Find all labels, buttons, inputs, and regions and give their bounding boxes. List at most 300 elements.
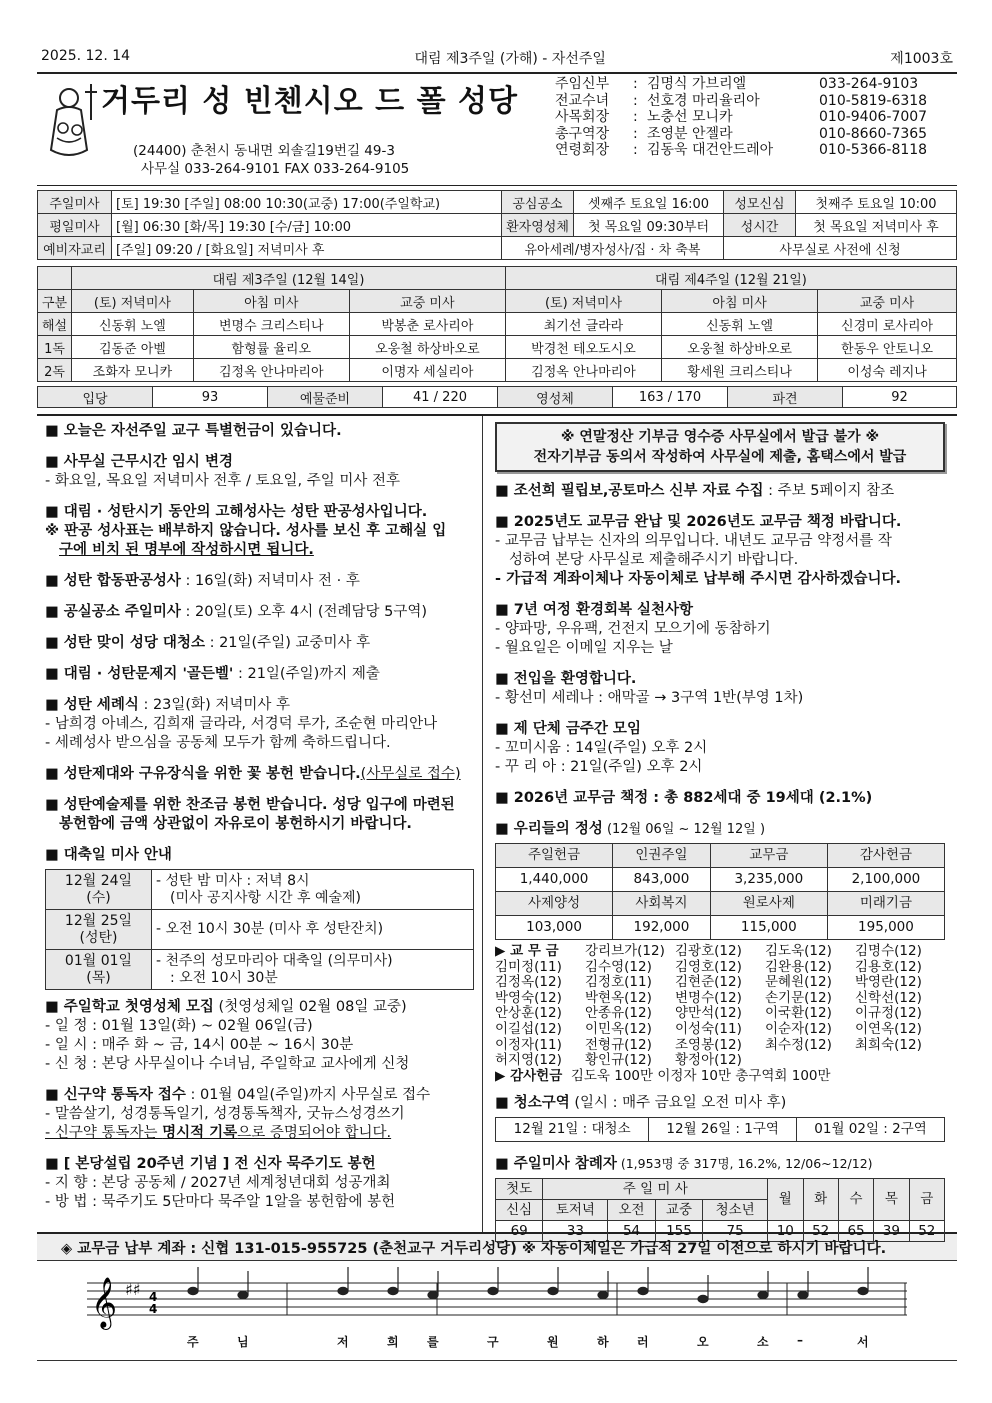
notice-title: 대림 · 성탄시기 동안의 고해성사는 성탄 판공성사입니다. xyxy=(63,504,428,520)
donor-item: 김완용(12) xyxy=(765,958,832,975)
note-head xyxy=(188,1287,198,1294)
notice-line: 구에 비치 된 명부에 작성하시면 됩니다. xyxy=(59,542,314,558)
role-label: 1독 xyxy=(38,336,72,359)
staff-phone: 010-5366-8118 xyxy=(819,142,928,158)
staff-phone: 010-9406-7007 xyxy=(819,109,928,125)
cleaning-cell: 01월 02일 : 2구역 xyxy=(797,1118,945,1142)
staff-name: 김명식 가브리엘 xyxy=(647,76,747,92)
role-cell: 김정옥 안나마리아 xyxy=(193,359,349,382)
notice-title: 청소구역 xyxy=(513,1095,570,1112)
table-row xyxy=(46,950,474,990)
notice-title: 사무실 근무시간 임시 변경 xyxy=(63,454,233,470)
feast-detail: - 성탄 밤 미사 : 저녁 8시 (미사 공지사항 시간 후 예술제) xyxy=(152,870,474,910)
notice-materials: ■ 조선희 필립보,공토마스 신부 자료 수집 : 주보 5페이지 참조 xyxy=(495,483,895,499)
mass-header: 교중 미사 xyxy=(349,290,505,313)
stat-label: 파견 xyxy=(728,387,843,408)
notice-title: 주일미사 참례자 xyxy=(513,1156,617,1173)
notice-line: - 신구약 통독자는 명시적 기록으로 증명되어야 합니다. xyxy=(45,1125,392,1141)
lyric-syllable: 구 xyxy=(487,1335,499,1349)
stat-value: 92 xyxy=(843,387,957,408)
church-address-block xyxy=(133,142,409,178)
bank-account-banner: ◈ 교무금 납부 계좌 : 신협 131-015-955725 (춘천교구 거두리성당) ※ 자동이체일은 가급적 27일 이전으로 하시기 바랍니다. xyxy=(37,1232,957,1261)
notice-detail: (일시 : 매주 금요일 오전 미사 후) xyxy=(569,1095,787,1112)
notice-title: 제 단체 금주간 모임 xyxy=(513,721,641,737)
notice-art-festival: ■ 성탄예술제를 위한 찬조금 봉헌 받습니다. 성당 입구에 마련된 봉헌함에 금액 상관없이 자유로이 봉헌하시기 바랍니다. xyxy=(45,796,474,834)
table-row xyxy=(46,870,474,910)
feast-detail: - 오전 10시 30분 (미사 후 성탄잔치) xyxy=(152,910,474,950)
att-value: 39 xyxy=(874,1221,909,1242)
att-value: 33 xyxy=(543,1221,608,1242)
notice-line: - 말씀살기, 성경통독일기, 성경통독책자, 굿뉴스성경쓰기 xyxy=(45,1106,405,1122)
att-value: 52 xyxy=(909,1221,944,1242)
feast-date: 12월 24일 (수) xyxy=(46,870,152,910)
role-cell: 조화자 모니카 xyxy=(72,359,194,382)
notice-detail: (사무실로 접수) xyxy=(360,766,461,782)
note-head xyxy=(238,1291,248,1298)
donor-item: 이규정(12) xyxy=(855,1005,922,1022)
offering-value: 195,000 xyxy=(827,916,944,940)
church-address: (24400) 춘천시 동내면 외솔길19번길 49-3 xyxy=(133,143,395,159)
notice-title: 조선희 필립보,공토마스 신부 자료 수집 xyxy=(513,483,764,499)
donor-item: 김수영(12) xyxy=(585,958,652,975)
role-label: 2독 xyxy=(38,359,72,382)
offering-value: 192,000 xyxy=(613,916,711,940)
donor-item: 이연옥(12) xyxy=(855,1020,922,1037)
svg-text:♯♯: ♯♯ xyxy=(125,1280,141,1299)
tax-receipt-notice xyxy=(495,422,945,472)
catechism-times: [주일] 09:20 / [화요일] 저녁미사 후 xyxy=(112,237,502,260)
notice-detail: (12월 06일 ~ 12월 12일 ) xyxy=(602,822,766,837)
cleaning-section: ■ 청소구역 (일시 : 매주 금요일 오전 미사 후) 12월 21일 : 대청소 12월 26일 : 1구역 01월 02일 : 2구역 xyxy=(495,1094,945,1142)
schedule-label: 성모신심 xyxy=(724,191,796,214)
att-header: 신심 xyxy=(496,1200,543,1221)
lyric-syllable: 주 xyxy=(187,1335,199,1349)
notice-detail: : 01월 04일(주일)까지 사무실로 접수 xyxy=(185,1087,431,1103)
notice-detail: : 21일(주일)까지 제출 xyxy=(233,666,380,682)
donor-item: 조영봉(12) xyxy=(675,1036,742,1053)
staff-row: 총구역장 : 조영분 안젤라 010-8660-7365 xyxy=(555,125,928,142)
lyric-syllable: 소 xyxy=(757,1335,769,1349)
notice-title: 주일학교 첫영성체 모집 xyxy=(63,999,214,1015)
role-cell: 황세원 크리스티나 xyxy=(662,359,818,382)
cleaning-cell: 12월 21일 : 대청소 xyxy=(496,1118,649,1142)
thanks-list: 김도욱 100만 이정자 10만 총구역회 100만 xyxy=(570,1067,831,1084)
donor-item: 최수정(12) xyxy=(765,1036,832,1053)
mass-schedule-table xyxy=(37,190,957,260)
staff-name: 김동욱 대건안드레아 xyxy=(647,142,774,158)
donor-item: 이길섭(12) xyxy=(495,1020,562,1037)
notice-title: 7년 여정 환경회복 실천사항 xyxy=(513,602,694,618)
schedule-value: 첫째주 토요일 10:00 xyxy=(796,191,957,214)
feast-detail: - 천주의 성모마리아 대축일 (의무미사) : 오전 10시 30분 xyxy=(152,950,474,990)
notice-line: - 가급적 계좌이체나 자동이체로 납부해 주시면 감사하겠습니다. xyxy=(495,571,901,587)
notice-line: - 신 청 : 본당 사무실이나 수녀님, 주일학교 교사에게 신청 xyxy=(45,1056,410,1072)
note-head xyxy=(758,1291,768,1298)
donor-item: 문혜원(12) xyxy=(765,974,832,991)
notice-welcome: ■ 전입을 환영합니다. - 황선미 세레나 : 애막골 → 3구역 1반(부영 1차) xyxy=(495,670,945,708)
donor-item: 전형규(12) xyxy=(585,1036,652,1053)
att-header: 첫도 xyxy=(496,1179,543,1200)
notice-line: 성하여 본당 사무실로 제출해주시기 바랍니다. xyxy=(509,552,799,568)
donor-item: 이정자(11) xyxy=(495,1036,562,1053)
offering-value: 103,000 xyxy=(496,916,613,940)
notice-dues-stats: ■ 2026년 교무금 책정 : 총 882세대 중 19세대 (2.1%) xyxy=(495,790,873,806)
donor-item: 이순자(12) xyxy=(765,1020,832,1037)
notice-first-communion: ■ 주일학교 첫영성체 모집 (첫영성체일 02월 08일 교중) - 일 정 : 01월 13일(화) ~ 02월 06일(금) - 일 시 : 매주 화 ~ 금, 14시 00분 ~ 16시 30분 - 신 청 : 본당 사무실이나 수녀님, 주일학교 교사에게 신청 xyxy=(45,998,474,1074)
note-head xyxy=(488,1287,498,1294)
svg-text:4: 4 xyxy=(149,1302,158,1316)
mass-header: (토) 저녁미사 xyxy=(505,290,661,313)
schedule-label: 평일미사 xyxy=(38,214,112,237)
notice-columns xyxy=(37,414,957,1239)
schedule-value: 셋째주 토요일 16:00 xyxy=(574,191,724,214)
staff-role: 주임신부 xyxy=(555,76,610,92)
offering-header: 사회복지 xyxy=(613,892,711,916)
church-name: 거두리 성 빈첸시오 드 폴 성당 xyxy=(101,84,518,119)
role-cell: 오웅철 하상바오로 xyxy=(349,336,505,359)
svg-text:𝄞: 𝄞 xyxy=(91,1277,118,1328)
staff-name: 조영분 안젤라 xyxy=(647,125,733,142)
offering-header: 사제양성 xyxy=(496,892,613,916)
role-cell: 변명수 크리스티나 xyxy=(193,313,349,336)
role-cell: 신동휘 노엘 xyxy=(662,313,818,336)
liturgical-title: 대림 제3주일 (가해) - 자선주일 xyxy=(414,51,606,67)
staff-phone: 010-8660-7365 xyxy=(819,125,928,142)
offering-header: 주일헌금 xyxy=(496,844,613,868)
week1-header: 대림 제3주일 (12월 14일) xyxy=(72,267,506,290)
staff-list xyxy=(547,74,957,185)
staff-row: 주임신부 : 김명식 가브리엘 033-264-9103 xyxy=(555,76,919,92)
donor-item: 김정호(11) xyxy=(585,974,652,991)
donor-item: 허지영(12) xyxy=(495,1052,562,1069)
table-row xyxy=(38,313,957,336)
notice-line: - 양파망, 우유팩, 건전지 모으기에 동참하기 xyxy=(495,621,771,637)
stat-label: 입당 xyxy=(38,387,153,408)
role-cell: 함형률 율리오 xyxy=(193,336,349,359)
mass-header: 아침 미사 xyxy=(193,290,349,313)
offering-value: 3,235,000 xyxy=(710,868,827,892)
notice-detail: (1,953명 중 317명, 16.2%, 12/06~12/12) xyxy=(616,1156,873,1172)
att-header: 청소년 xyxy=(703,1200,768,1221)
notice-confession: ■ 대림 · 성탄시기 동안의 고해성사는 성탄 판공성사입니다. ※ 판공 성사표는 배부하지 않습니다. 성사를 보신 후 고해실 입 구에 비치 된 명부에 작성하시면 됩니다. xyxy=(45,503,474,560)
notice-line: - 꼬미시움 : 14일(주일) 오후 2시 xyxy=(495,740,708,756)
notice-detail: : 주보 5페이지 참조 xyxy=(763,483,895,499)
lyric-syllable: 서 xyxy=(857,1335,869,1349)
offerings-table xyxy=(495,843,945,940)
notice-dues: ■ 2025년도 교무금 완납 및 2026년도 교무금 책정 바랍니다. - 교무금 납부는 신자의 의무입니다. 내년도 교무금 약정서를 작 성하여 본당 사무실로 제출해주시기 바랍니다. - 가급적 계좌이체나 자동이체로 납부해 주시면 감사하겠습니다. xyxy=(495,513,945,589)
role-cell: 신경미 로사리아 xyxy=(818,313,957,336)
schedule-label: 유아세례/병자성사/집 · 차 축복 xyxy=(502,237,724,260)
notice-flowers: ■ 성탄제대와 구유장식을 위한 꽃 봉헌 받습니다.(사무실로 접수) xyxy=(45,766,461,782)
note-head xyxy=(798,1291,808,1298)
notice-detail: (첫영성체일 02월 08일 교중) xyxy=(213,999,407,1015)
donor-item: 신학선(12) xyxy=(855,989,922,1006)
staff-name: 노충선 모니카 xyxy=(647,109,733,125)
donor-item: 김영호(12) xyxy=(675,958,742,975)
notice-detail: : 16일(화) 저녁미사 전 · 후 xyxy=(180,573,360,589)
att-header: 월 xyxy=(768,1179,803,1221)
att-header: 화 xyxy=(803,1179,838,1221)
donor-item: 양만석(12) xyxy=(675,1005,742,1022)
left-column xyxy=(37,416,483,1232)
donor-item: 안상훈(12) xyxy=(495,1005,562,1022)
notice-title: 대림 · 성탄문제지 '골든벨' xyxy=(63,666,234,682)
weekday-mass-times: [월] 06:30 [화/목] 19:30 [수/금] 10:00 xyxy=(112,214,502,237)
donor-item: 최희숙(12) xyxy=(855,1036,922,1053)
notice-title: 전입을 환영합니다. xyxy=(513,671,637,687)
lyric-syllable: 오 xyxy=(697,1335,709,1349)
notice-mission-mass: ■ 공실공소 주일미사 : 20일(토) 오후 4시 (전례담당 5구역) xyxy=(45,604,428,620)
notice-title: 성탄예술제를 위한 찬조금 봉헌 받습니다. 성당 입구에 마련된 xyxy=(63,797,455,813)
notice-cleaning: ■ 성탄 맞이 성당 대청소 : 21일(주일) 교중미사 후 xyxy=(45,635,371,651)
notice-title: 오늘은 자선주일 교구 특별헌금이 있습니다. xyxy=(63,423,342,439)
svg-text:4: 4 xyxy=(149,1290,158,1304)
note-head xyxy=(388,1287,398,1294)
lyric-syllable: 러 xyxy=(637,1335,649,1349)
lyric-syllable: 저 xyxy=(337,1335,349,1349)
table-row xyxy=(38,359,957,382)
header xyxy=(37,74,957,186)
table-row xyxy=(38,336,957,359)
att-header: 목 xyxy=(874,1179,909,1221)
notice-line: - 황선미 세레나 : 애막골 → 3구역 1반(부영 1차) xyxy=(495,690,804,706)
feast-date: 12월 25일 (성탄) xyxy=(46,910,152,950)
staff-row: 연령회장 : 김동욱 대건안드레아 010-5366-8118 xyxy=(555,142,928,158)
note-head xyxy=(548,1287,558,1294)
donor-item: 김도욱(12) xyxy=(765,943,832,959)
offering-value: 1,440,000 xyxy=(496,868,613,892)
donor-item: 김용호(12) xyxy=(855,958,922,975)
donor-item: 박영숙(12) xyxy=(495,989,562,1006)
donor-item: 김미정(11) xyxy=(495,958,562,975)
staff-phone: 033-264-9103 xyxy=(819,76,919,92)
roles-corner xyxy=(38,267,72,290)
notice-environment: ■ 7년 여정 환경회복 실천사항 - 양파망, 우유팩, 건전지 모으기에 동참하기 - 월요일은 이메일 지우는 날 xyxy=(495,601,945,658)
notice-line: - 방 법 : 묵주기도 5단마다 묵주알 1알을 봉헌함에 봉헌 xyxy=(45,1194,396,1210)
notice-title: 성탄 합동판공성사 xyxy=(63,573,181,589)
stat-value: 93 xyxy=(153,387,268,408)
issue-number: 제1003호 xyxy=(890,51,953,67)
att-header: 주 일 미 사 xyxy=(543,1179,768,1200)
att-header: 수 xyxy=(838,1179,873,1221)
staff-role: 연령회장 xyxy=(555,142,610,158)
role-cell: 오웅철 하상바오로 xyxy=(662,336,818,359)
notice-detail: : 23일(화) 저녁미사 후 xyxy=(138,697,290,713)
att-header: 교중 xyxy=(655,1200,702,1221)
lyric-syllable: – xyxy=(797,1333,803,1347)
notice-detail: : 20일(토) 오후 4시 (전례담당 5구역) xyxy=(180,604,428,620)
role-cell: 이성숙 레지나 xyxy=(818,359,957,382)
role-cell: 박봉춘 로사리아 xyxy=(349,313,505,336)
notice-title: 성탄제대와 구유장식을 위한 꽃 봉헌 받습니다. xyxy=(63,766,361,782)
feast-date: 01월 01일 (목) xyxy=(46,950,152,990)
donor-item: 변명수(12) xyxy=(675,989,742,1006)
schedule-value: 첫 목요일 저녁미사 후 xyxy=(796,214,957,237)
notice-feast-masses: ■ 대축일 미사 안내 12월 24일 (수) - 성탄 밤 미사 : 저녁 8시 (미사 공지사항 시간 후 예술제) 12월 25일 (성탄) - 오전 10시 30분 (미사 후 성탄잔치) 01월 01일 (목) - 천주의 성모마리아 대축일 (의무미사) : 오전 10시 30분 xyxy=(45,846,474,990)
donor-item: 황인규(12) xyxy=(585,1052,652,1069)
note-head xyxy=(598,1291,608,1298)
roles-header-label: 구분 xyxy=(38,290,72,313)
cleaning-table xyxy=(495,1117,945,1142)
role-cell: 신동휘 노엘 xyxy=(72,313,194,336)
attendance-table xyxy=(495,1178,945,1242)
cleaning-cell: 12월 26일 : 1구역 xyxy=(649,1118,797,1142)
donor-item: 박현옥(12) xyxy=(585,989,652,1006)
notice-line: - 화요일, 목요일 저녁미사 전후 / 토요일, 주일 미사 전후 xyxy=(45,473,400,489)
att-value: 65 xyxy=(838,1221,873,1242)
lyric-syllable: 원 xyxy=(547,1335,559,1349)
notice-line: - 교무금 납부는 신자의 의무입니다. 내년도 교무금 약정서를 작 xyxy=(495,533,892,549)
top-bar xyxy=(37,48,957,74)
notice-meetings: ■ 제 단체 금주간 모임 - 꼬미시움 : 14일(주일) 오후 2시 - 꾸 리 아 : 21일(주일) 오후 2시 xyxy=(495,720,945,777)
notice-line: ※ 연말정산 기부금 영수증 사무실에서 발급 불가 ※ xyxy=(560,429,880,445)
notice-title: [ 본당설립 20주년 기념 ] 전 신자 묵주기도 봉헌 xyxy=(63,1156,376,1172)
notice-line: - 일 시 : 매주 화 ~ 금, 14시 00분 ~ 16시 30분 xyxy=(45,1037,354,1053)
donor-item: 이국환(12) xyxy=(765,1005,832,1022)
notice-joint-confession: ■ 성탄 합동판공성사 : 16일(화) 저녁미사 전 · 후 xyxy=(45,573,360,589)
stat-label: 예물준비 xyxy=(268,387,383,408)
notice-line: - 꾸 리 아 : 21일(주일) 오후 2시 xyxy=(495,759,703,775)
notice-line: 전자기부금 동의서 작성하여 사무실에 제출, 홈택스에서 발급 xyxy=(533,449,907,465)
notice-title: 대축일 미사 안내 xyxy=(63,847,172,863)
lyric-syllable: 하 xyxy=(597,1335,609,1349)
notice-line: ※ 판공 성사표는 배부하지 않습니다. 성사를 보신 후 고해실 입 xyxy=(45,523,447,539)
role-cell: 최기선 글라라 xyxy=(505,313,661,336)
note-head xyxy=(638,1287,648,1294)
schedule-value: 사무실로 사전에 신청 xyxy=(724,237,957,260)
donor-item: 이민옥(12) xyxy=(585,1020,652,1037)
notice-line: - 남희경 아녜스, 김희재 글라라, 서경덕 루가, 조순현 마리안나 xyxy=(45,716,438,732)
notice-line: - 지 향 : 본당 공동체 / 2027년 세계청년대회 성공개최 xyxy=(45,1175,391,1191)
note-head xyxy=(698,1295,708,1302)
notice-detail: : 21일(주일) 교중미사 후 xyxy=(204,635,371,651)
staff-name: 선호경 마리율리아 xyxy=(647,92,760,109)
att-value: 75 xyxy=(703,1221,768,1242)
offering-header: 미래기금 xyxy=(827,892,944,916)
notice-title: 성탄 세례식 xyxy=(63,697,139,713)
donor-item: 손기문(12) xyxy=(765,989,832,1006)
offering-header: 인권주일 xyxy=(613,844,711,868)
thanks-label: ▶ 감사헌금 xyxy=(495,1067,563,1084)
stat-value: 41 / 220 xyxy=(383,387,498,408)
right-column xyxy=(483,416,957,1239)
mass-stats-table xyxy=(37,386,957,408)
donor-item: 김현준(12) xyxy=(675,974,742,991)
notice-rosary: ■ [ 본당설립 20주년 기념 ] 전 신자 묵주기도 봉헌 - 지 향 : 본당 공동체 / 2027년 세계청년대회 성공개최 - 방 법 : 묵주기도 5단마다 묵주알 1알을 봉헌함에 봉헌 xyxy=(45,1155,474,1212)
notice-line: 봉헌함에 금액 상관없이 자유로이 봉헌하시기 바랍니다. xyxy=(59,816,412,832)
lyric-syllable: 를 xyxy=(427,1335,439,1349)
donor-item: 김명수(12) xyxy=(855,943,922,959)
note-head xyxy=(858,1287,868,1294)
offering-header: 감사헌금 xyxy=(827,844,944,868)
att-value: 52 xyxy=(803,1221,838,1242)
notice-title: 우리들의 정성 xyxy=(513,821,603,837)
att-header: 오전 xyxy=(608,1200,655,1221)
schedule-label: 환자영성체 xyxy=(502,214,574,237)
offering-header: 교무금 xyxy=(710,844,827,868)
church-logo-area xyxy=(37,74,547,185)
staff-role: 총구역장 xyxy=(555,125,610,142)
schedule-label: 주일미사 xyxy=(38,191,112,214)
role-cell: 이명자 세실리아 xyxy=(349,359,505,382)
staff-role: 사목회장 xyxy=(555,109,610,125)
week2-header: 대림 제4주일 (12월 21일) xyxy=(505,267,956,290)
notice-golden-bell: ■ 대림 · 성탄문제지 '골든벨' : 21일(주일)까지 제출 xyxy=(45,666,380,682)
role-cell: 박경천 테오도시오 xyxy=(505,336,661,359)
notice-special-collection: ■ 오늘은 자선주일 교구 특별헌금이 있습니다. xyxy=(45,423,342,439)
donor-item: 이성숙(11) xyxy=(675,1020,742,1037)
notice-title: 2025년도 교무금 완납 및 2026년도 교무금 책정 바랍니다. xyxy=(513,514,902,530)
stat-label: 영성체 xyxy=(498,387,613,408)
schedule-label: 공심공소 xyxy=(502,191,574,214)
donor-item: 황정아(12) xyxy=(675,1052,742,1069)
issue-date: 2025. 12. 14 xyxy=(41,48,131,64)
notice-office-hours: ■ 사무실 근무시간 임시 변경 - 화요일, 목요일 저녁미사 전후 / 토요일, 주일 미사 전후 xyxy=(45,453,474,491)
staff-row: 사목회장 : 노충선 모니카 010-9406-7007 xyxy=(555,109,928,125)
donor-list xyxy=(495,944,945,1084)
mass-header: 교중 미사 xyxy=(818,290,957,313)
saint-vincent-logo-icon xyxy=(45,80,99,170)
offering-value: 843,000 xyxy=(613,868,711,892)
offering-value: 2,100,000 xyxy=(827,868,944,892)
mass-header: 아침 미사 xyxy=(662,290,818,313)
stat-value: 163 / 170 xyxy=(613,387,728,408)
staff-phone: 010-5819-6318 xyxy=(819,92,928,109)
att-value: 54 xyxy=(608,1221,655,1242)
offerings-section: ■ 우리들의 정성 (12월 06일 ~ 12월 12일 ) 주일헌금 인권주일 교무금 감사헌금 1,440,000 843,000 3,235,000 2,100,000 사제양성 사회복지 원로사제 미래기금 103,000 192,000 115,000 195,000 xyxy=(495,820,945,940)
music-score xyxy=(37,1261,957,1361)
role-cell: 김동준 아벨 xyxy=(72,336,194,359)
notice-title: 공실공소 주일미사 xyxy=(63,604,181,620)
notice-title: 성탄 맞이 성당 대청소 xyxy=(63,635,205,651)
note-head xyxy=(338,1287,348,1294)
feast-mass-table xyxy=(45,869,474,990)
role-cell: 김정옥 안나마리아 xyxy=(505,359,661,382)
notice-title: 2026년 교무금 책정 : 총 882세대 중 19세대 (2.1%) xyxy=(513,790,873,806)
att-value: 10 xyxy=(768,1221,803,1242)
role-cell: 한동우 안토니오 xyxy=(818,336,957,359)
notice-line: - 월요일은 이메일 지우는 날 xyxy=(495,640,673,656)
donor-label: ▶ 교 무 금 xyxy=(495,943,559,959)
lyric-syllable: 희 xyxy=(387,1335,399,1349)
notice-line: - 세례성사 받으심을 공동체 모두가 함께 축하드립니다. xyxy=(45,735,391,751)
notice-title: 신구약 통독자 접수 xyxy=(63,1087,186,1103)
schedule-label: 성시간 xyxy=(724,214,796,237)
role-label: 해설 xyxy=(38,313,72,336)
att-header: 금 xyxy=(909,1179,944,1221)
donor-item: 김정옥(12) xyxy=(495,974,562,991)
donor-item: 박영란(12) xyxy=(855,974,922,991)
att-header: 토저녁 xyxy=(543,1200,608,1221)
attendance-section: ■ 주일미사 참례자 (1,953명 중 317명, 16.2%, 12/06~12/12) 첫도 주 일 미 사 월 화 수 목 금 신심 토저녁 오전 교중 청소년 69 33 54 155 75 10 52 65 39 52 xyxy=(495,1154,945,1242)
lyric-syllable: 님 xyxy=(237,1335,249,1349)
church-office-phone: 사무실 033-264-9101 FAX 033-264-9105 xyxy=(141,161,410,177)
note-head xyxy=(428,1291,438,1298)
notice-line: - 일 정 : 01월 13일(화) ~ 02월 06일(금) xyxy=(45,1018,313,1034)
att-value: 155 xyxy=(655,1221,702,1242)
schedule-value: 첫 목요일 09:30부터 xyxy=(574,214,724,237)
notice-bible-reading: ■ 신구약 통독자 접수 : 01월 04일(주일)까지 사무실로 접수 - 말씀살기, 성경통독일기, 성경통독책자, 굿뉴스성경쓰기 - 신구약 통독자는 명시적 기록으로 증명되어야 합니다. xyxy=(45,1086,474,1143)
schedule-label: 예비자교리 xyxy=(38,237,112,260)
att-value: 69 xyxy=(496,1221,543,1242)
donor-item: 강리브가(12) xyxy=(585,943,665,959)
table-row xyxy=(46,910,474,950)
donor-item: 안종유(12) xyxy=(585,1005,652,1022)
notice-baptism: ■ 성탄 세례식 : 23일(화) 저녁미사 후 - 남희경 아녜스, 김희재 글라라, 서경덕 루가, 조순현 마리안나 - 세례성사 받으심을 공동체 모두가 함께 축하드립니다. xyxy=(45,696,474,753)
mass-header: (토) 저녁미사 xyxy=(72,290,194,313)
liturgy-roles-table xyxy=(37,266,957,382)
sunday-mass-times: [토] 19:30 [주일] 08:00 10:30(교중) 17:00(주일학교) xyxy=(112,191,502,214)
